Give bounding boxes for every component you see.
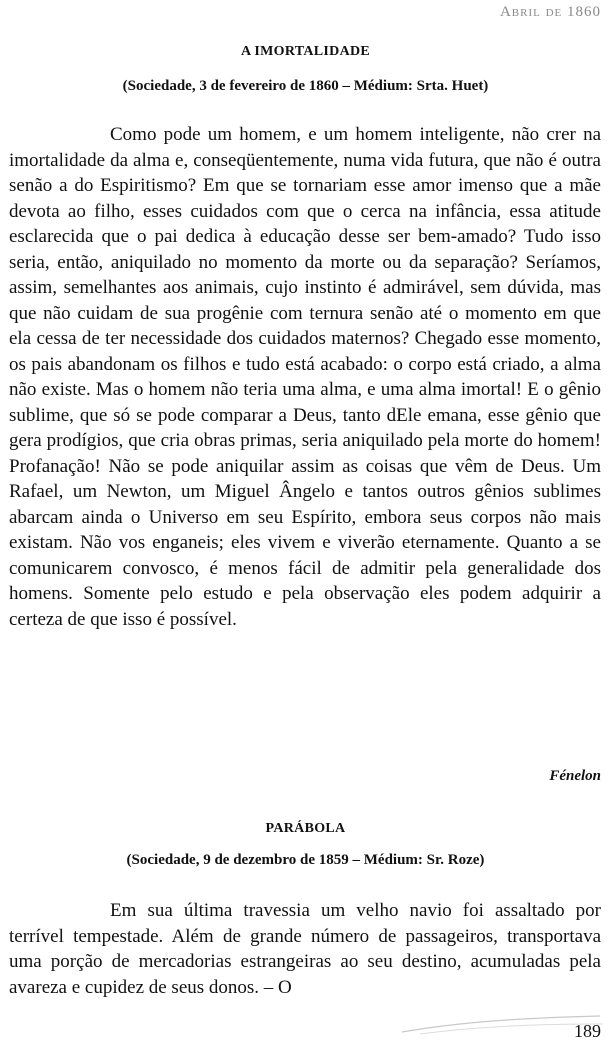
section-subtitle-parabola: (Sociedade, 9 de dezembro de 1859 – Médium: Sr. Roze) bbox=[126, 852, 485, 868]
section-title-parabola: PARÁBOLA bbox=[265, 821, 346, 836]
signature: Fénelon bbox=[549, 768, 601, 784]
paragraph-imortalidade: Como pode um homem, e um homem inteligente, não crer na imortalidade da alma e, conseqüentemente, numa vida futura, que não é outra senão a do Espiritismo? Em que se tornariam esse amor imenso que a mãe devota ao filho, esses cuidados com que o cerca na infância, essa atitude esclarecida que o pai dedica à educação desse ser bem-amado? Tudo isso seria, então, aniquilado no momento da morte ou da separação? Seríamos, assim, semelhantes aos animais, cujo instinto é admirável, sem dúvida, mas que não cuidam de sua progênie com ternura senão até o momento em que ela cessa de ter necessidade dos cuidados maternos? Chegado esse momento, os pais abandonam os filhos e tudo está acabado: o corpo está criado, a alma não existe. Mas o homem não teria uma alma, e uma alma imortal! E o gênio sublime, que só se pode comparar a Deus, tanto dEle emana, esse gênio que gera prodígios, que cria obras primas, seria aniquilado pela morte do homem! Profanação! Não se pode aniquilar assim as coisas que vêm de Deus. Um Rafael, um Newton, um Miguel Ângelo e tantos outros gênios sublimes abarcam ainda o Universo em seu Espírito, embora seus corpos não mais existam. Não vos enganeis; eles vivem e viverão eternamente. Quanto a se comunicarem convosco, é menos fácil de admitir pela generalidade dos homens. Somente pelo estudo e pela observação eles podem adquirir a certeza de que isso é possível. bbox=[9, 124, 601, 630]
section-title-imortalidade: A IMORTALIDADE bbox=[240, 44, 371, 59]
paragraph-parabola: Em sua última travessia um velho navio foi assaltado por terrível tempestade. Além de grande número de passageiros, transportava uma porção de mercadorias estrangeiras ao seu destino, acumuladas pela avareza e cupidez de seus donos. – O bbox=[9, 900, 601, 998]
page-number: 189 bbox=[574, 1021, 601, 1041]
running-head: Abril de 1860 bbox=[499, 4, 601, 20]
section-subtitle-imortalidade: (Sociedade, 3 de fevereiro de 1860 – Médium: Srta. Huet) bbox=[122, 78, 489, 94]
